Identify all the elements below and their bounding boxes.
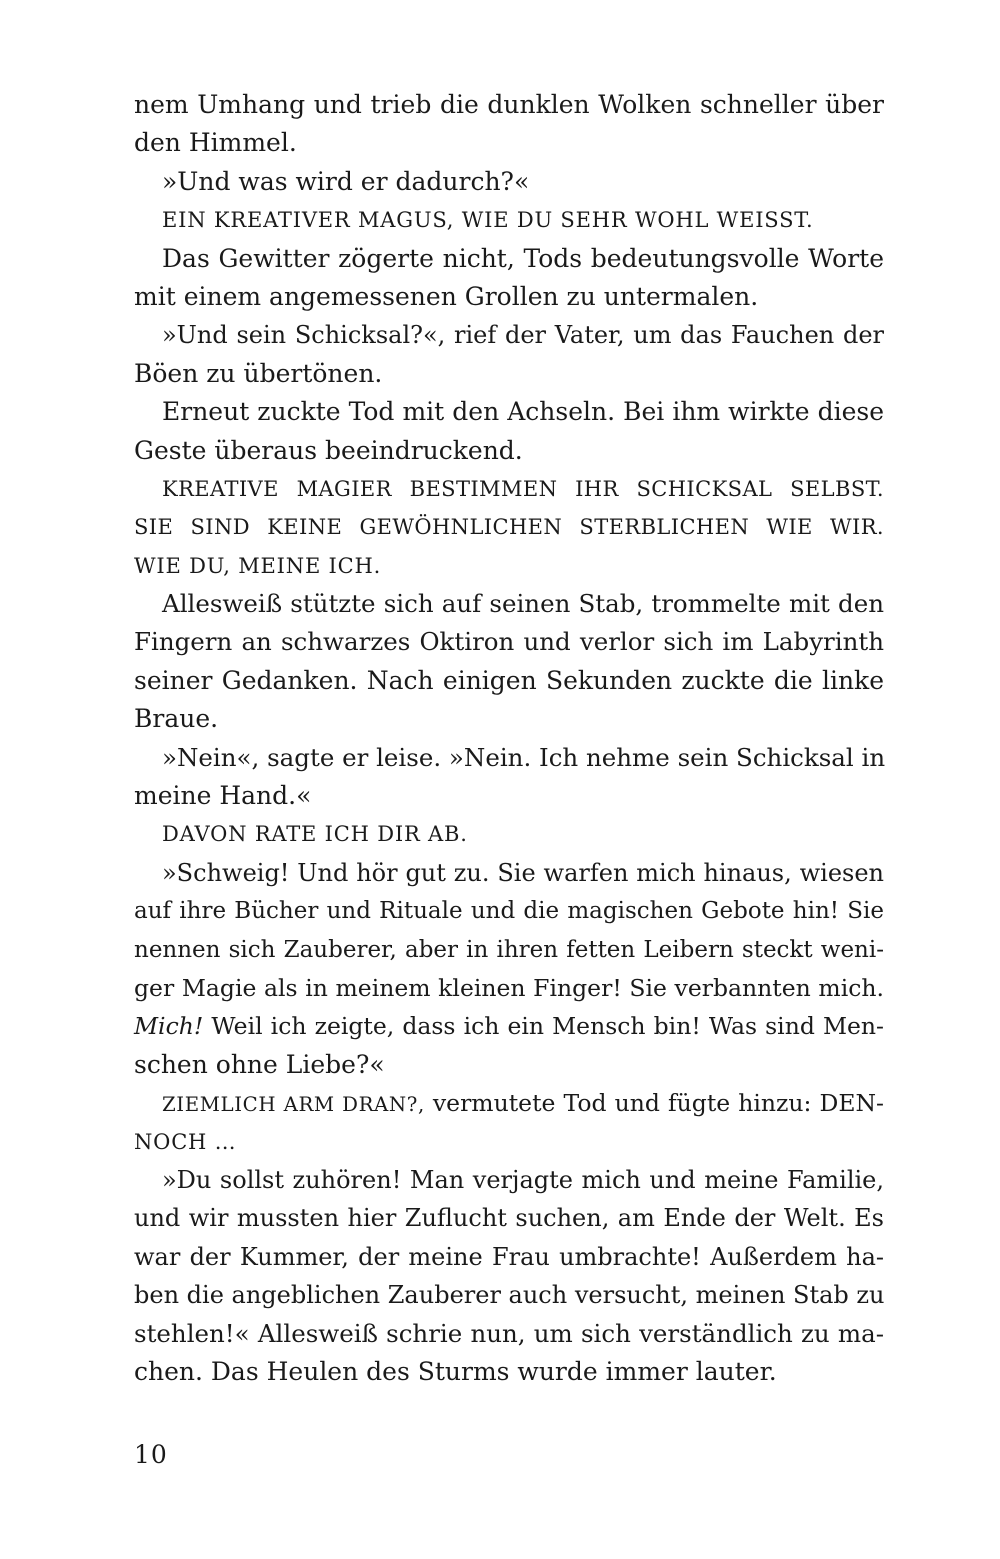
text-line: nem Umhang und trieb die dunklen Wolken schneller über xyxy=(134,90,884,119)
text-line: meine Hand.« xyxy=(134,781,312,811)
text-line: Böen zu übertönen. xyxy=(134,358,383,388)
text-line: SIE SIND KEINE GEWÖHNLICHEN STERBLICHEN WIE WIR. xyxy=(134,515,884,540)
text-line: Geste überaus beeindruckend. xyxy=(134,435,523,465)
caps-ziemlich: ZIEMLICH ARM DRAN?, xyxy=(162,1093,425,1117)
text-line: Erneut zuckte Tod mit den Achseln. Bei ihm wirkte diese xyxy=(162,397,884,427)
text-line: Braue. xyxy=(134,704,219,734)
text-line: »Schweig! Und hör gut zu. Sie warfen mich hinaus, wiesen xyxy=(162,858,884,887)
text-line: seiner Gedanken. Nach einigen Sekunden zuckte die linke xyxy=(134,665,884,695)
text-line: stehlen!« Allesweiß schrie nun, um sich verständlich zu ma- xyxy=(134,1318,884,1348)
text-line: KREATIVE MAGIER BESTIMMEN IHR SCHICKSAL SELBST. xyxy=(162,476,884,501)
text-line: den Himmel. xyxy=(134,128,297,158)
text-line: war der Kummer, der meine Frau umbrachte! Außerdem ha- xyxy=(134,1242,884,1271)
text-line: »Du sollst zuhören! Man verjagte mich und meine Familie, xyxy=(162,1165,884,1194)
page-body xyxy=(134,86,884,1391)
text-line: Allesweiß stützte sich auf seinen Stab, trommelte mit den xyxy=(162,589,884,619)
emphasis-mich: Mich! xyxy=(134,1012,204,1041)
text-line: NOCH … xyxy=(134,1129,237,1154)
text-line: ben die angeblichen Zauberer auch versucht, meinen Stab zu xyxy=(134,1281,885,1310)
text-line: auf ihre Bücher und Rituale und die magischen Gebote hin! Sie xyxy=(134,898,884,925)
text-line: nennen sich Zauberer, aber in ihren fetten Leibern steckt weni- xyxy=(134,936,884,963)
text-line: chen. Das Heulen des Sturms wurde immer lauter. xyxy=(134,1356,777,1386)
text-line-rest: vermutete Tod und fügte hinzu: DEN- xyxy=(432,1089,884,1118)
text-line: EIN KREATIVER MAGUS, WIE DU SEHR WOHL WEISST. xyxy=(162,208,814,233)
text-line: »Und was wird er dadurch?« xyxy=(162,166,530,196)
text-line: Fingern an schwarzes Oktiron und verlor sich im Labyrinth xyxy=(134,627,884,657)
text-line: WIE DU, MEINE ICH. xyxy=(134,553,382,578)
text-line: »Nein«, sagte er leise. »Nein. Ich nehme sein Schicksal in xyxy=(162,742,886,772)
page-number: 10 xyxy=(134,1440,168,1469)
text-line: ger Magie als in meinem kleinen Finger! Sie verbannten mich. xyxy=(134,973,884,1002)
text-line: und wir mussten hier Zuflucht suchen, am Ende der Welt. Es xyxy=(134,1204,884,1233)
text-line: DAVON RATE ICH DIR AB. xyxy=(162,822,468,847)
text-line-rest: Weil ich zeigte, dass ich ein Mensch bin! Was sind Men- xyxy=(211,1012,884,1041)
text-line-with-emphasis xyxy=(134,1007,884,1045)
text-line: Das Gewitter zögerte nicht, Tods bedeutungsvolle Worte xyxy=(162,243,884,273)
text-line: schen ohne Liebe?« xyxy=(134,1049,385,1079)
text-line: mit einem angemessenen Grollen zu untermalen. xyxy=(134,281,759,311)
text-line: »Und sein Schicksal?«, rief der Vater, um das Fauchen der xyxy=(162,321,884,350)
text-line-with-caps xyxy=(134,1084,884,1122)
